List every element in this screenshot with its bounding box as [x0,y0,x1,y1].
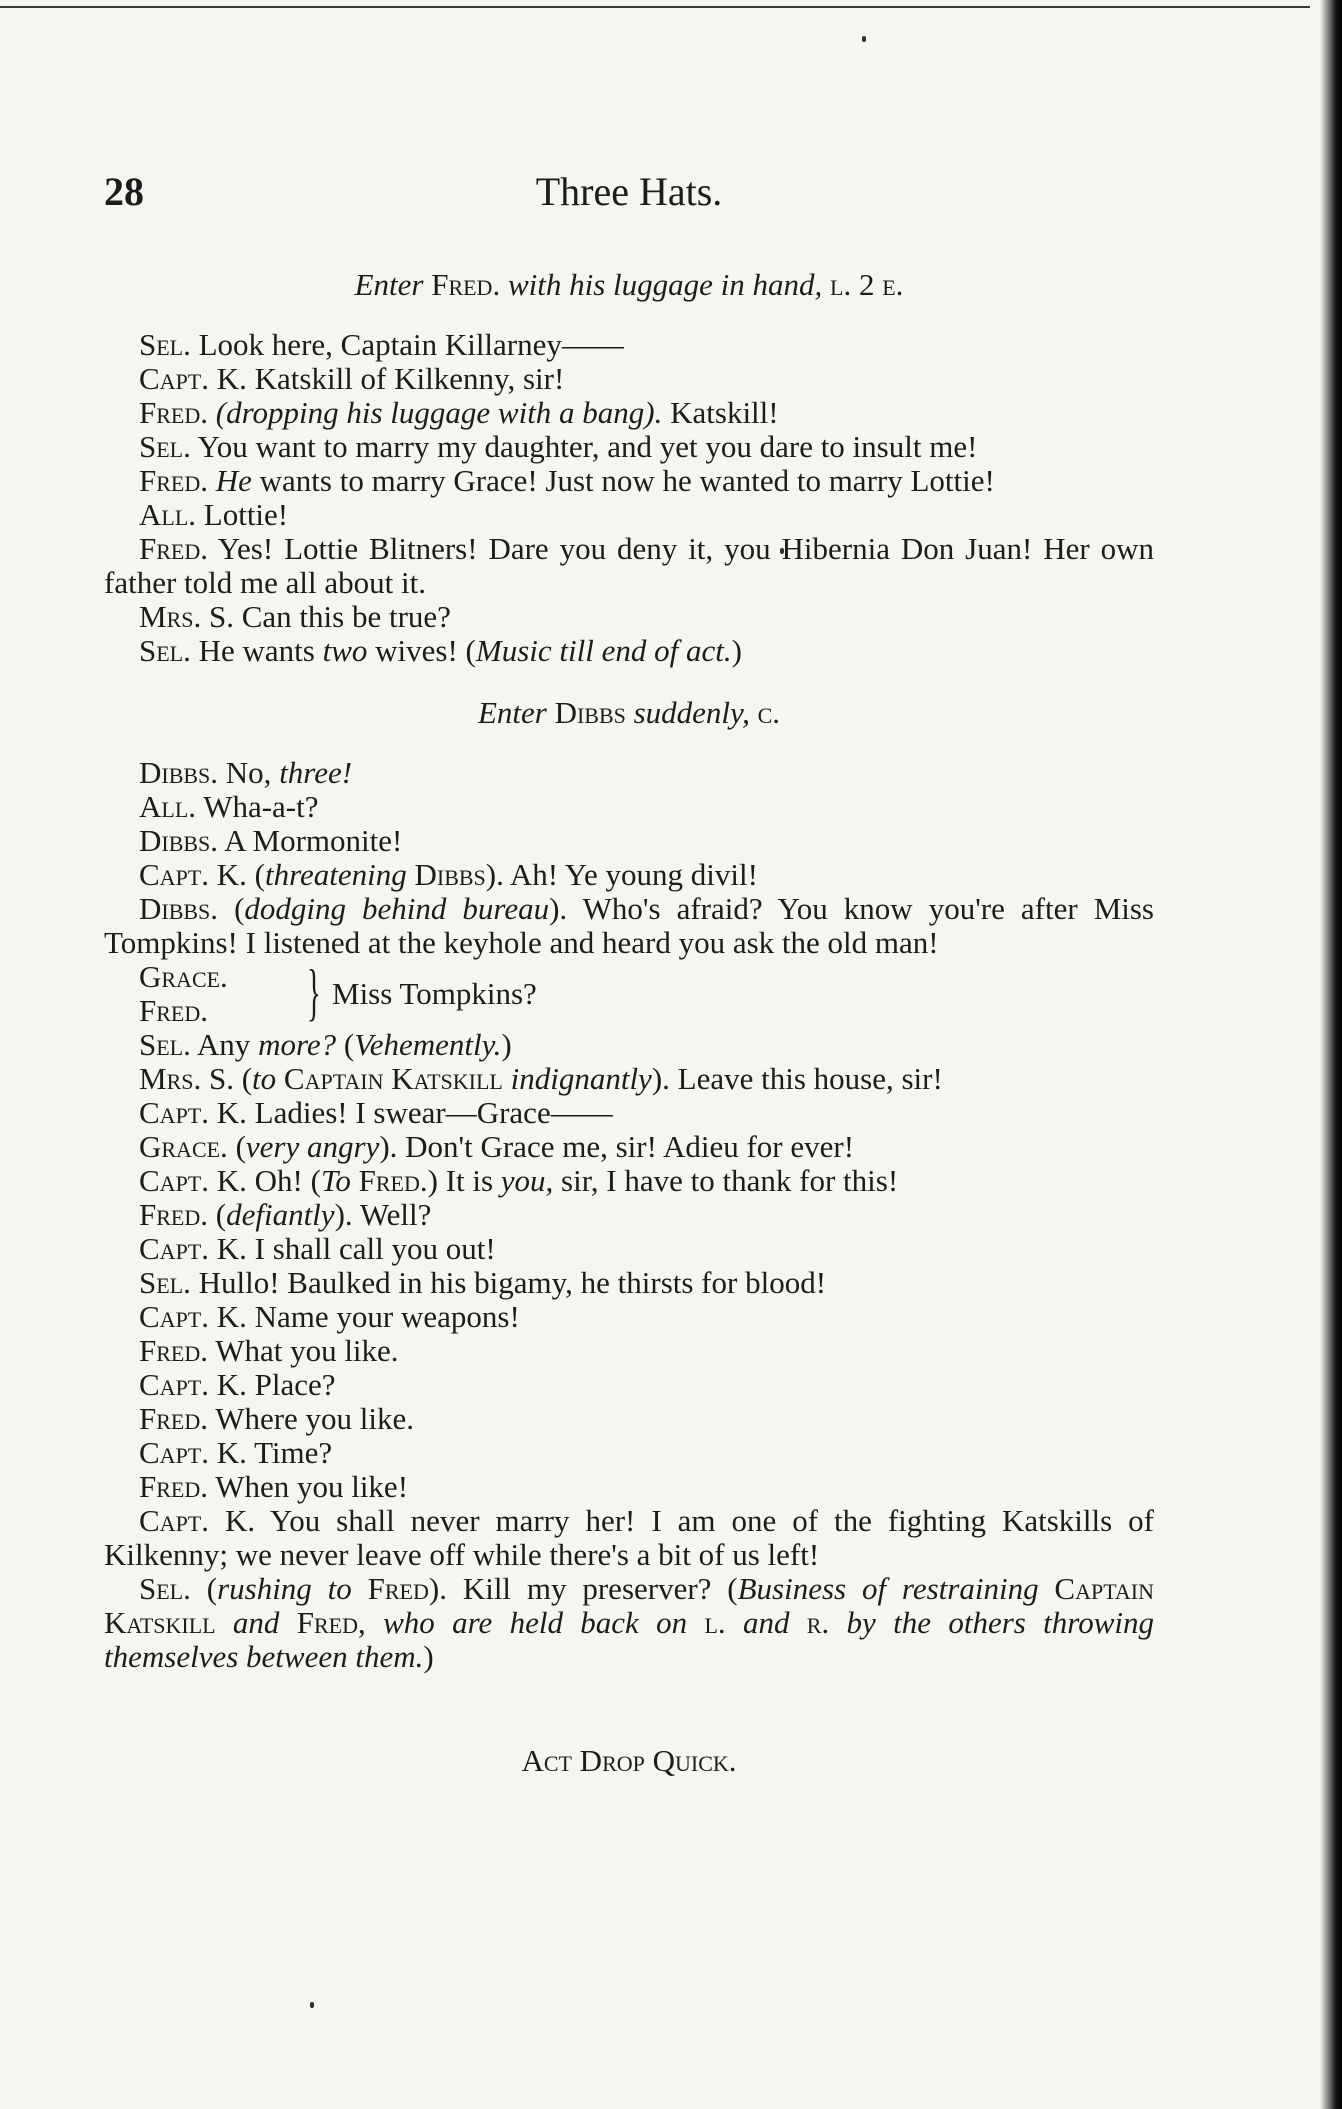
dialogue-line: Dibbs. No, three! [139,755,353,790]
dialogue-line: Dibbs. A Mormonite! [139,823,403,858]
brace-speech: Miss Tompkins? [332,976,537,1011]
ink-speck [310,2002,314,2008]
dialogue-line: Sel. Look here, Captain Killarney—— [139,327,624,362]
dialogue-line: Fred. What you like. [139,1333,399,1368]
dialogue-line: Capt. K. Place? [139,1367,336,1402]
dialogue-line: Fred. Yes! Lottie Blitners! Dare you deny it, you Hibernia Don Juan! Her own father told me all about it. [104,531,1154,600]
page-number: 28 [104,169,144,214]
dialogue-line: Mrs. S. (to Captain Katskill indignantly). Leave this house, sir! [139,1061,943,1096]
brace-speaker-grace: Grace. [139,959,228,994]
dialogue-line: Fred. (dropping his luggage with a bang). Katskill! [139,395,779,430]
brace-speaker-fred: Fred. [139,993,208,1028]
joint-speech-brace [104,956,1154,1028]
dialogue-line: Capt. K. You shall never marry her! I am one of the fighting Katskills of Kilkenny; we never leave off while there's a bit of us left! [104,1503,1154,1572]
dialogue-line: Capt. K. I shall call you out! [139,1231,496,1266]
dialogue-line: Capt. K. Katskill of Kilkenny, sir! [139,361,565,396]
stage-direction-enter-fred: Enter Fred. with his luggage in hand, l. 2 e. [354,267,904,302]
dialogue-line: Grace. (very angry). Don't Grace me, sir! Adieu for ever! [139,1129,855,1164]
dialogue-line: Sel. Hullo! Baulked in his bigamy, he thirsts for blood! [139,1265,827,1300]
top-rule [0,6,1310,8]
dialogue-line: Mrs. S. Can this be true? [139,599,451,634]
dialogue-line: All. Lottie! [139,497,289,532]
dialogue-line: Sel. He wants two wives! (Music till end of act.) [139,633,742,668]
act-drop-direction: Act Drop Quick. [521,1743,737,1778]
curly-brace: } [307,956,321,1027]
dialogue-line: Fred. Where you like. [139,1401,415,1436]
dialogue-line: Sel. (rushing to Fred). Kill my preserver? (Business of restraining Captain Katskill and Fred, who are held back on l. and r. by the others throwing themselves between them.) [104,1571,1155,1674]
dialogue-line: Capt. K. Time? [139,1435,333,1470]
book-page [104,168,1154,1778]
dialogue-line: Capt. K. Ladies! I swear—Grace—— [139,1095,613,1130]
stage-direction-enter-dibbs: Enter Dibbs suddenly, c. [477,695,781,730]
dialogue-line: Sel. Any more? (Vehemently.) [139,1027,512,1062]
brace-speakers [139,960,228,1028]
dialogue-line: Fred. (defiantly). Well? [139,1197,432,1232]
dialogue-line: All. Wha-a-t? [139,789,319,824]
dialogue-line: Capt. K. Oh! (To Fred.) It is you, sir, I have to thank for this! [139,1163,899,1198]
dialogue-line: Dibbs. (dodging behind bureau). Who's afraid? You know you're after Miss Tompkins! I listened at the keyhole and heard you ask the old man! [104,891,1154,960]
dialogue-line: Fred. When you like! [139,1469,409,1504]
page-header [104,168,1154,228]
ink-speck [862,36,866,42]
dialogue-line: Sel. You want to marry my daughter, and yet you dare to insult me! [139,429,978,464]
dialogue-line: Capt. K. (threatening Dibbs). Ah! Ye young divil! [139,857,758,892]
running-title: Three Hats. [535,169,723,214]
book-spine-shadow [1320,0,1342,2109]
dialogue-line: Capt. K. Name your weapons! [139,1299,520,1334]
dialogue-line: Fred. He wants to marry Grace! Just now he wanted to marry Lottie! [139,463,995,498]
